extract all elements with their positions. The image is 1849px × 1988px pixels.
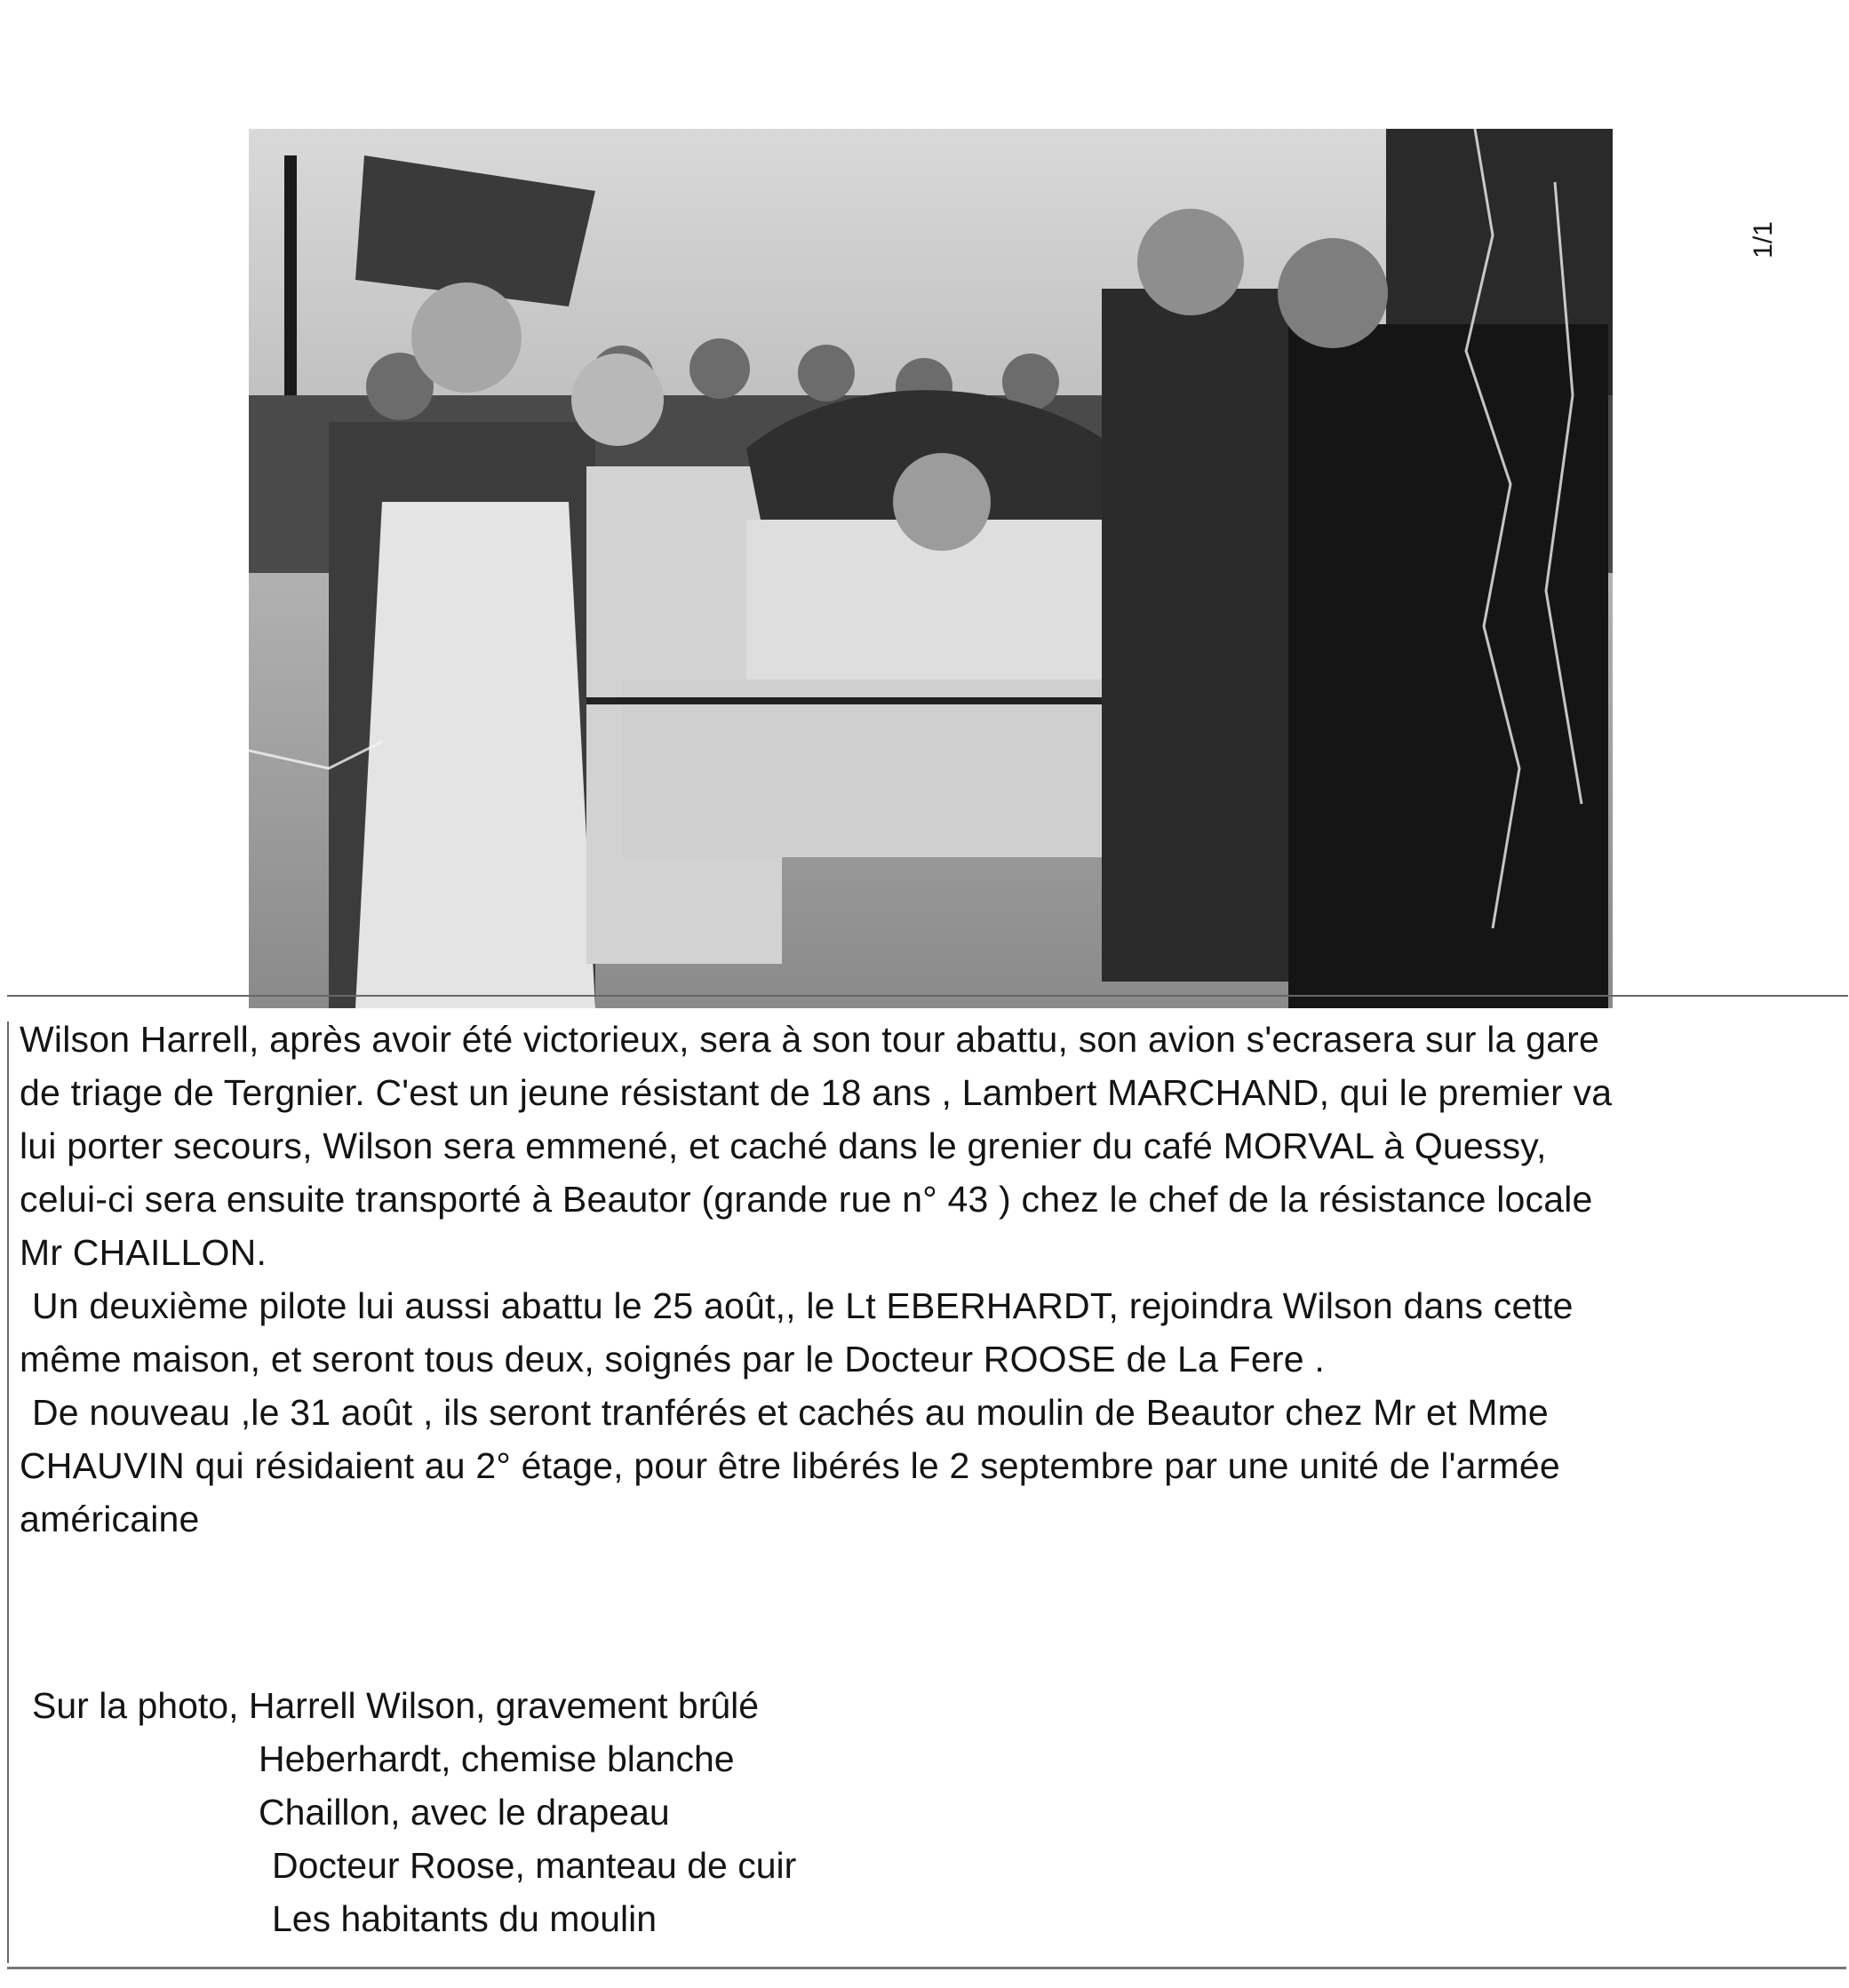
legend-item: Chaillon, avec le drapeau	[259, 1792, 670, 1833]
legend-intro: Sur la photo, Harrell Wilson, gravement brûlé	[32, 1685, 760, 1726]
text-line: Un deuxième pilote lui aussi abattu le 25 août,, le Lt EBERHARDT, rejoindra Wilson dans cette	[32, 1285, 1574, 1326]
text-line: Wilson Harrell, après avoir été victorieux, sera à son tour abattu, son avion s'ecrasera sur la gare	[20, 1019, 1599, 1060]
text-line: Mr CHAILLON.	[20, 1232, 267, 1273]
text-line: même maison, et seront tous deux, soignés par le Docteur ROOSE de La Fere .	[20, 1339, 1325, 1380]
historical-photo	[249, 129, 1613, 1008]
legend-item: Docteur Roose, manteau de cuir	[272, 1845, 797, 1886]
text-line: lui porter secours, Wilson sera emmené, et caché dans le grenier du café MORVAL à Quessy,	[20, 1125, 1547, 1166]
text-line: de triage de Tergnier. C'est un jeune résistant de 18 ans , Lambert MARCHAND, qui le premier va	[20, 1072, 1613, 1113]
photo-legend	[32, 1679, 796, 1945]
legend-item: Les habitants du moulin	[272, 1898, 658, 1939]
article-text	[20, 1013, 1832, 1546]
photo-illustration	[249, 129, 1613, 1008]
text-line: CHAUVIN qui résidaient au 2° étage, pour être libérés le 2 septembre par une unité de l'armée	[20, 1445, 1560, 1486]
page-marker: 1/1	[1749, 221, 1778, 258]
legend-item: Heberhardt, chemise blanche	[259, 1738, 735, 1779]
text-line: celui-ci sera ensuite transporté à Beautor (grande rue n° 43 ) chez le chef de la résistance locale	[20, 1179, 1593, 1220]
text-line: américaine	[20, 1499, 200, 1539]
text-line: De nouveau ,le 31 août , ils seront tranférés et cachés au moulin de Beautor chez Mr et Mme	[32, 1392, 1549, 1433]
